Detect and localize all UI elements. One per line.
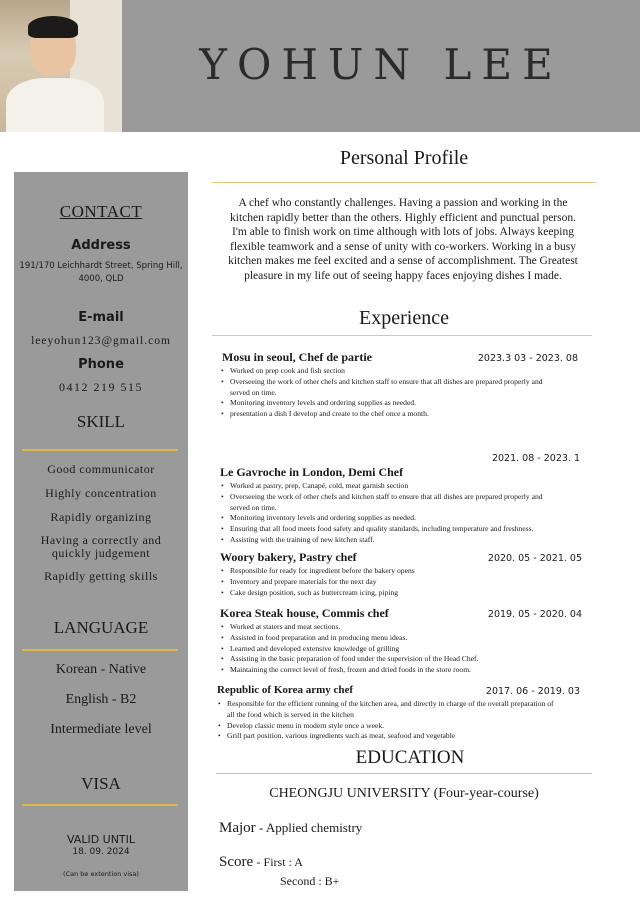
job-bullet: • Responsible for the efficient running of the kitchen area, and directly in charge of the overall preparation of [227, 699, 605, 710]
job-title: Republic of Korea army chef [217, 684, 354, 696]
education-school: CHEONGJU UNIVERSITY (Four-year-course) [269, 786, 539, 801]
skill-item: Having a correctly and [40, 533, 162, 547]
score-second: Second : B+ [280, 874, 340, 888]
job-bullet-continued: served on time. [230, 502, 277, 512]
profile-line: pleasure in my life out of seeing happy faces enjoying dishes I made. [244, 269, 562, 282]
job-bullet: • presentation a dish I develop and create to the chef once a month. [230, 409, 602, 420]
profile-photo [0, 0, 122, 132]
job-bullet: • Worked at pastry, prep, Canapé, cold, meat garnish section [230, 481, 602, 492]
skill-item: Rapidly organizing [50, 510, 152, 524]
job-bullet: • Cake design position, such as buttercream icing, piping [230, 588, 602, 599]
score-first: - First : A [256, 855, 303, 869]
job-date: 2017. 06 - 2019. 03 [485, 686, 580, 697]
job-title: Korea Steak house, Commis chef [220, 606, 389, 620]
profile-line: kitchen rapidly better than the others. Highly efficient and punctual person. [230, 211, 576, 224]
contact-heading: CONTACT [59, 202, 143, 221]
education-major [219, 820, 362, 837]
sidebar [14, 172, 188, 891]
skill-item: Highly concentration [45, 486, 157, 500]
job-title: Woory bakery, Pastry chef [220, 550, 357, 564]
language-item: Korean - Native [55, 662, 147, 677]
job-bullets [215, 699, 605, 742]
job-bullet-continued: all the food which is served in the kitchen [227, 709, 354, 719]
address-line-1: 191/170 Leichhardt Street, Spring Hill, [19, 261, 183, 271]
job-bullets [218, 481, 602, 546]
visa-note: (Can be extention visa) [63, 870, 139, 878]
job-date: 2021. 08 - 2023. 1 [491, 453, 580, 464]
job-date: 2020. 05 - 2021. 05 [487, 553, 582, 564]
candidate-name: YOHUN LEE [199, 40, 563, 89]
language-item: Intermediate level [50, 722, 152, 737]
job-date: 2023.3 03 - 2023. 08 [477, 353, 578, 364]
job-bullet: • Grill part position, various ingredients such as meat, seafood and vegetable [227, 731, 605, 742]
job-bullets [218, 366, 602, 420]
visa-date: 18. 09. 2024 [72, 847, 130, 857]
profile-paragraph [218, 196, 588, 283]
job-bullet: • Learned and developed extensive knowledge of grilling [230, 644, 602, 655]
job-bullet: • Develop classic menu in modern style once a week. [227, 721, 605, 732]
address-label: Address [71, 238, 131, 253]
skill-heading: SKILL [76, 412, 126, 431]
job-bullet: • Assisted in food preparation and in producing menu ideas. [230, 633, 602, 644]
skill-divider [22, 449, 178, 451]
experience-heading: Experience [359, 307, 449, 329]
job-date: 2019. 05 - 2020. 04 [487, 609, 582, 620]
profile-line: flexible teamwork and a sense of unity with co-workers. Working in a busy [229, 240, 577, 253]
job-bullet: • Monitoring inventory levels and ordering supplies as needed. [230, 398, 602, 409]
education-divider [216, 773, 592, 774]
job-bullet: • Maintaining the correct level of fresh, frozen and dried foods in the store room. [230, 665, 602, 676]
experience-divider [212, 335, 592, 336]
profile-heading: Personal Profile [339, 147, 469, 169]
email-value: leeyohun123@gmail.com [31, 335, 171, 347]
job-bullet: • Worked on prep cook and fish section [230, 366, 602, 377]
skill-item: Good communicator [47, 462, 155, 476]
major-label: Major [219, 820, 256, 836]
visa-valid-label: VALID UNTIL [66, 833, 136, 846]
skill-item-continued: quickly judgement [51, 546, 151, 560]
skill-item: Rapidly getting skills [44, 569, 158, 583]
job-bullet: • Inventory and prepare materials for the next day [230, 577, 602, 588]
visa-heading: VISA [81, 774, 121, 793]
language-divider [22, 649, 178, 651]
profile-divider [212, 182, 596, 183]
phone-value: 0412 219 515 [59, 380, 143, 394]
job-bullets [218, 566, 602, 598]
phone-label: Phone [78, 357, 124, 372]
education-heading: EDUCATION [355, 747, 465, 768]
profile-line: I'm able to finish work on time although with lots of jobs. Always keeping [232, 226, 574, 238]
job-bullet: • Assisting with the training of new kitchen staff. [230, 535, 602, 546]
job-bullet: • Worked at staters and meat sections. [230, 622, 602, 633]
email-label: E-mail [78, 310, 124, 325]
major-value: - Applied chemistry [259, 820, 363, 835]
job-bullet: • Assisting in the basic preparation of food under the supervision of the Head Chef. [230, 654, 602, 665]
language-heading: LANGUAGE [53, 618, 149, 637]
profile-line: A chef who constantly challenges. Having a passion and working in the [238, 197, 568, 209]
job-title: Mosu in seoul, Chef de partie [222, 350, 372, 364]
job-title: Le Gavroche in London, Demi Chef [220, 465, 404, 479]
profile-line: kitchen makes me feel excited and a sense of accomplishment. The Greatest [228, 255, 578, 267]
score-label: Score [219, 854, 254, 870]
job-bullet: • Overseeing the work of other chefs and kitchen staff to ensure that all dishes are prepared properly and [230, 492, 602, 503]
language-item: English - B2 [65, 692, 137, 707]
job-bullets [218, 622, 602, 676]
job-bullet-continued: served on time. [230, 387, 277, 397]
job-bullet: • Responsible for ready for ingredient before the bakery opens [230, 566, 602, 577]
job-bullet: • Ensuring that all food meets food safety and quality standards, including temperature and freshness. [230, 524, 602, 535]
job-bullet: • Overseeing the work of other chefs and kitchen staff to ensure that all dishes are prepared properly and [230, 377, 602, 388]
visa-divider [22, 804, 178, 806]
education-score [219, 854, 303, 871]
job-bullet: • Monitoring inventory levels and ordering supplies as needed. [230, 513, 602, 524]
address-line-2: 4000, QLD [78, 274, 124, 284]
